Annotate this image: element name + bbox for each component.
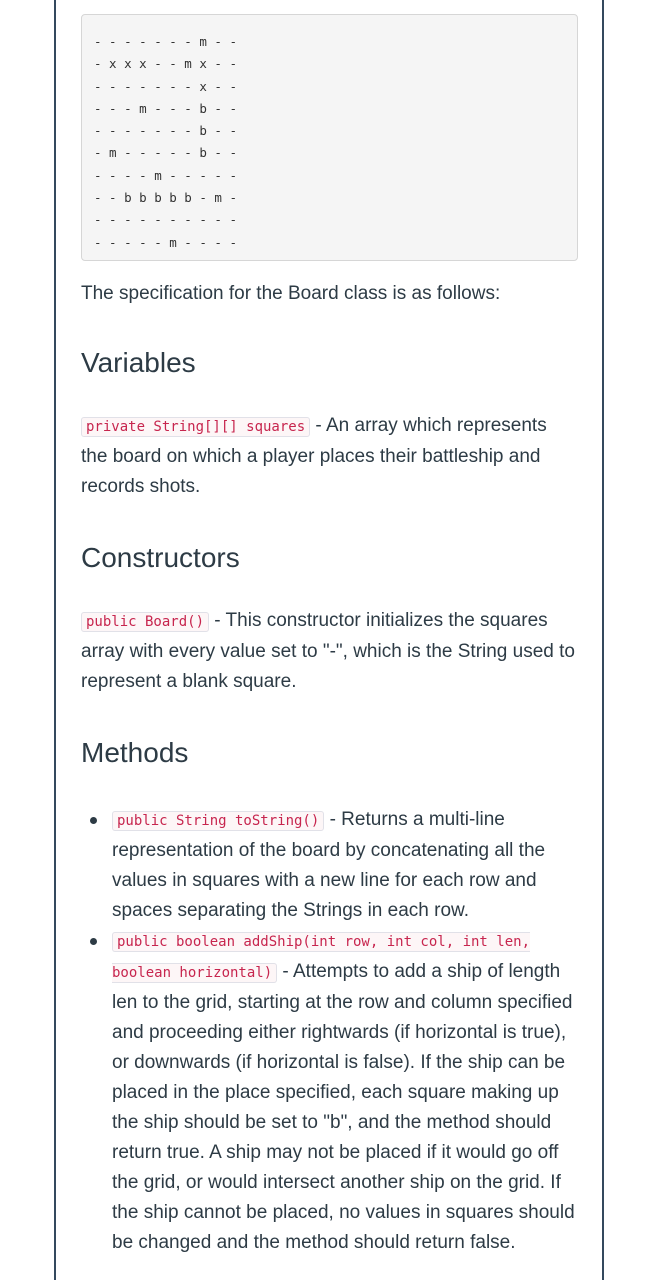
board-row: - - - - m - - - - - (94, 167, 237, 183)
methods-heading: Methods (81, 737, 189, 768)
board-row: - - - - - - - b - - (94, 123, 237, 139)
variable-signature: private String[][] squares (81, 417, 310, 437)
method-text: - Attempts to add a ship of length len to the grid, starting at the row and column specified and proceeding either rightwards (if horizontal is true), or downwards (if horizontal is false). If the ship can be placed in the place specified, each square making up the ship should be set to "b", and the method should return true. A ship may not be placed if it would go off the grid, or would intersect another ship on the grid. If the ship cannot be placed, no values in squares should be changed and the method should return false. (112, 961, 575, 1253)
constructors-description (81, 606, 576, 697)
method-item-addship (112, 926, 578, 1258)
method-signature: public boolean addShip(int row, int col, int len, boolean horizontal) (112, 934, 531, 981)
board-example-code-block (81, 14, 578, 261)
method-text: - Returns a multi-line representation of the board by concatenating all the values in squares with a new line for each row and spaces separating the Strings in each row. (112, 809, 546, 921)
variable-text: - An array which represents the board on which a player places their battleship and records shots. (81, 415, 547, 497)
variables-description (81, 411, 576, 502)
board-row: - m - - - - - b - - (94, 145, 237, 161)
board-row: - - - m - - - b - - (94, 100, 237, 116)
board-row: - - - - - - - x - - (94, 78, 237, 94)
constructor-text: - This constructor initializes the squares array with every value set to "-", which is the String used to represent a blank square. (81, 610, 575, 692)
board-row: - x x x - - m x - - (94, 56, 237, 72)
board-row: - - - - - - - - - - (94, 212, 237, 228)
board-row: - - b b b b b - m - (94, 190, 237, 206)
main-content (81, 0, 581, 1258)
method-item-tostring (112, 805, 578, 926)
constructor-signature: public Board() (81, 612, 209, 632)
variables-heading: Variables (81, 347, 196, 378)
method-signature: public String toString() (112, 811, 324, 831)
spec-intro: The specification for the Board class is as follows: (81, 283, 501, 304)
board-row: - - - - - m - - - - (94, 234, 237, 250)
board-row: - - - - - - - m - - (94, 34, 237, 49)
methods-list (81, 805, 581, 1258)
constructors-heading: Constructors (81, 542, 240, 573)
